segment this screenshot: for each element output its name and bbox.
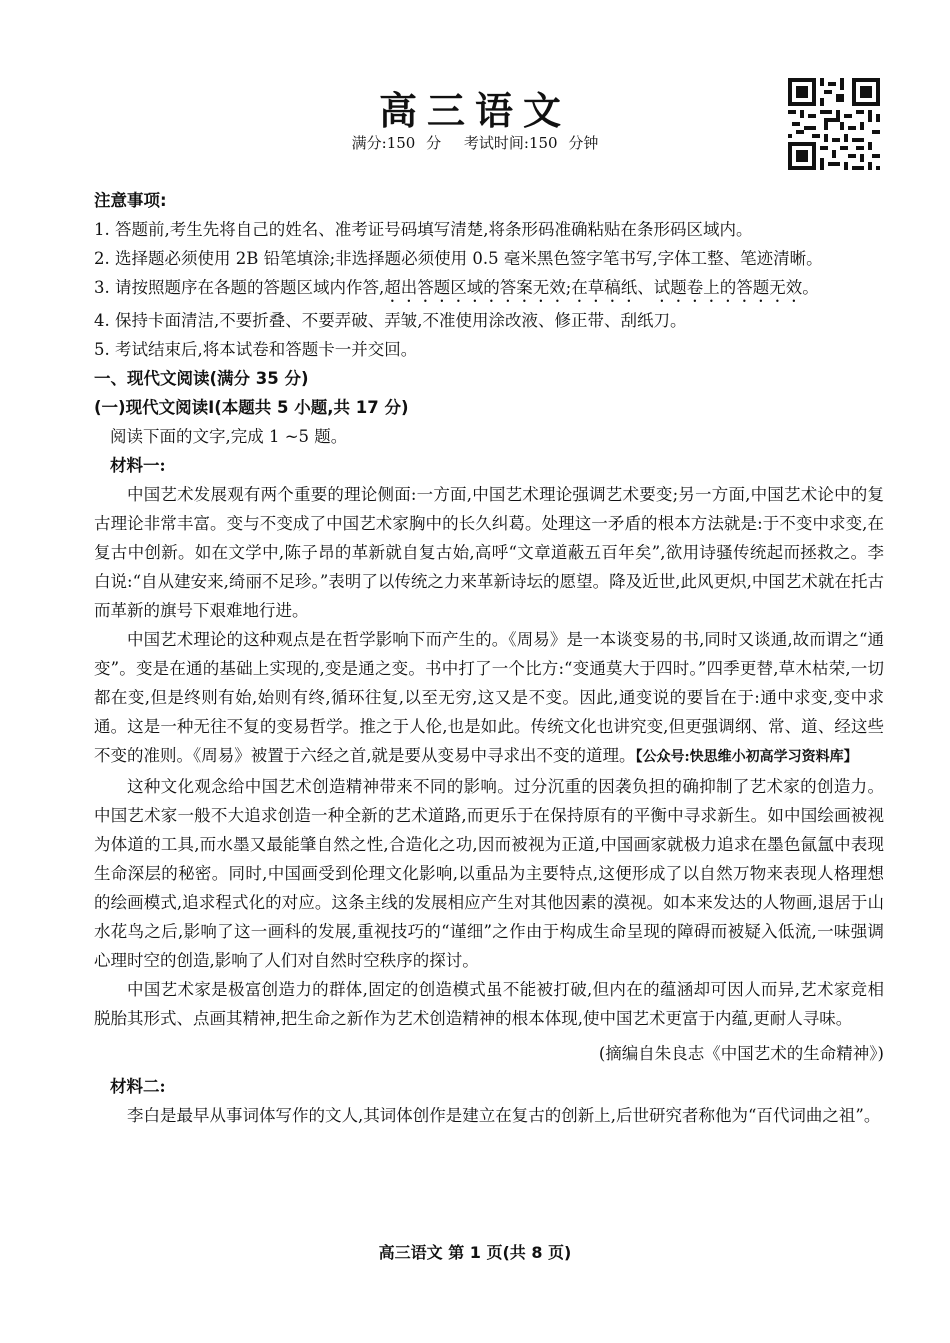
page-footer: 高三语文 第 1 页(共 8 页) [378, 1243, 572, 1262]
material1-paragraph-2 [94, 625, 884, 772]
material1-paragraph-4: 中国艺术家是极富创造力的群体,固定的创造模式虽不能被打破,但内在的蕴涵却可因人而异,艺术家竞相脱胎其形式、点画其精神,把生命之新作为艺术创造精神的根本体现,使中国艺术更富于内蕴,更耐人寻味。 [94, 980, 884, 1028]
note-item-3-emphasis: 超出答题区域的答案无效;在草稿纸、试题卷上的答题无效。 [384, 278, 819, 297]
full-score: 满分:150 分 [351, 134, 442, 152]
material2-label: 材料二: [110, 1077, 166, 1096]
material1-source: (摘编自朱良志《中国艺术的生命精神》) [598, 1044, 884, 1063]
note-item: 2. 选择题必须使用 2B 铅笔填涂;非选择题必须使用 0.5 毫米黑色签字笔书写,字体工整、笔迹清晰。 [94, 249, 823, 268]
section-title: 一、现代文阅读(满分 35 分) [94, 369, 309, 388]
qr-code-icon [788, 78, 880, 170]
material2-paragraph-1: 李白是最早从事词体写作的文人,其词体创作是建立在复古的创新上,后世研究者称他为“百代词曲之祖”。 [127, 1106, 881, 1125]
section-instruction: 阅读下面的文字,完成 1 ~5 题。 [110, 427, 348, 446]
note-item: 1. 答题前,考生先将自己的姓名、准考证号码填写清楚,将条形码准确粘贴在条形码区域内。 [94, 220, 753, 239]
material1-paragraph-1: 中国艺术发展观有两个重要的理论侧面:一方面,中国艺术理论强调艺术要变;另一方面,中国艺术论中的复古理论非常丰富。变与不变成了中国艺术家胸中的长久纠葛。处理这一矛盾的根本方法就是:于不变中求变,在复古中创新。如在文学中,陈子昂的革新就自复古始,高呼“文章道蔽五百年矣”,欲用诗骚传统起而拯救之。李白说:“自从建安来,绮丽不足珍。”表明了以传统之力来革新诗坛的愿望。降及近世,此风更炽,中国艺术就在托古而革新的旗号下艰难地行进。 [94, 485, 884, 620]
material1-paragraph-2-text: 中国艺术理论的这种观点是在哲学影响下而产生的。《周易》是一本谈变易的书,同时又谈通,故而谓之“通变”。变是在通的基础上实现的,变是通之变。书中打了一个比方:“变通莫大于四时。”四季更替,草木枯荣,一切都在变,但是终则有始,始则有终,循环往复,以至无穷,这又是不变。因此,通变说的要旨在于:通中求变,变中求通。这是一种无往不复的变易哲学。推之于人伦,也是如此。传统文化也讲究变,但更强调纲、常、道、经这些不变的准则。《周易》被置于六经之首,就是要从变易中寻求出不变的道理。 [94, 630, 884, 765]
note-item-3-prefix: 3. 请按照题序在各题的答题区域内作答, [94, 278, 385, 297]
material1-label: 材料一: [110, 456, 166, 475]
material1-paragraph-3: 这种文化观念给中国艺术创造精神带来不同的影响。过分沉重的因袭负担的确抑制了艺术家的创造力。中国艺术家一般不大追求创造一种全新的艺术道路,而更乐于在保持原有的平衡中寻求新生。如中国绘画被视为体道的工具,而水墨又最能肇自然之性,合造化之功,因而被视为正道,中国画家就极力追求在墨色氤氲中表现生命深层的秘密。同时,中国画受到伦理文化影响,以重品为主要特点,这便形成了以自然万物来表现人格理想的绘画模式,追求程式化的对应。这条主线的发展相应产生对其他因素的漠视。如本来发达的人物画,退居于山水花鸟之后,影响了这一画科的发展,重视技巧的“谨细”之作由于构成生命呈现的障碍而被疑入低流,一味强调心理时空的创造,影响了人们对自然时空秩序的探讨。 [94, 777, 884, 970]
note-item: 5. 考试结束后,将本试卷和答题卡一并交回。 [94, 340, 418, 359]
page-title: 高三语文 [378, 88, 571, 133]
note-item: 4. 保持卡面清洁,不要折叠、不要弄破、弄皱,不准使用涂改液、修正带、刮纸刀。 [94, 311, 687, 330]
promo-text: 【公众号:快思维小初高学习资料库】 [635, 749, 858, 765]
exam-body [94, 186, 884, 1130]
note-item-3 [94, 273, 884, 306]
notes-heading: 注意事项: [94, 191, 167, 210]
exam-time: 考试时间:150 分钟 [463, 134, 599, 152]
section-subtitle: (一)现代文阅读Ⅰ(本题共 5 小题,共 17 分) [94, 398, 409, 417]
